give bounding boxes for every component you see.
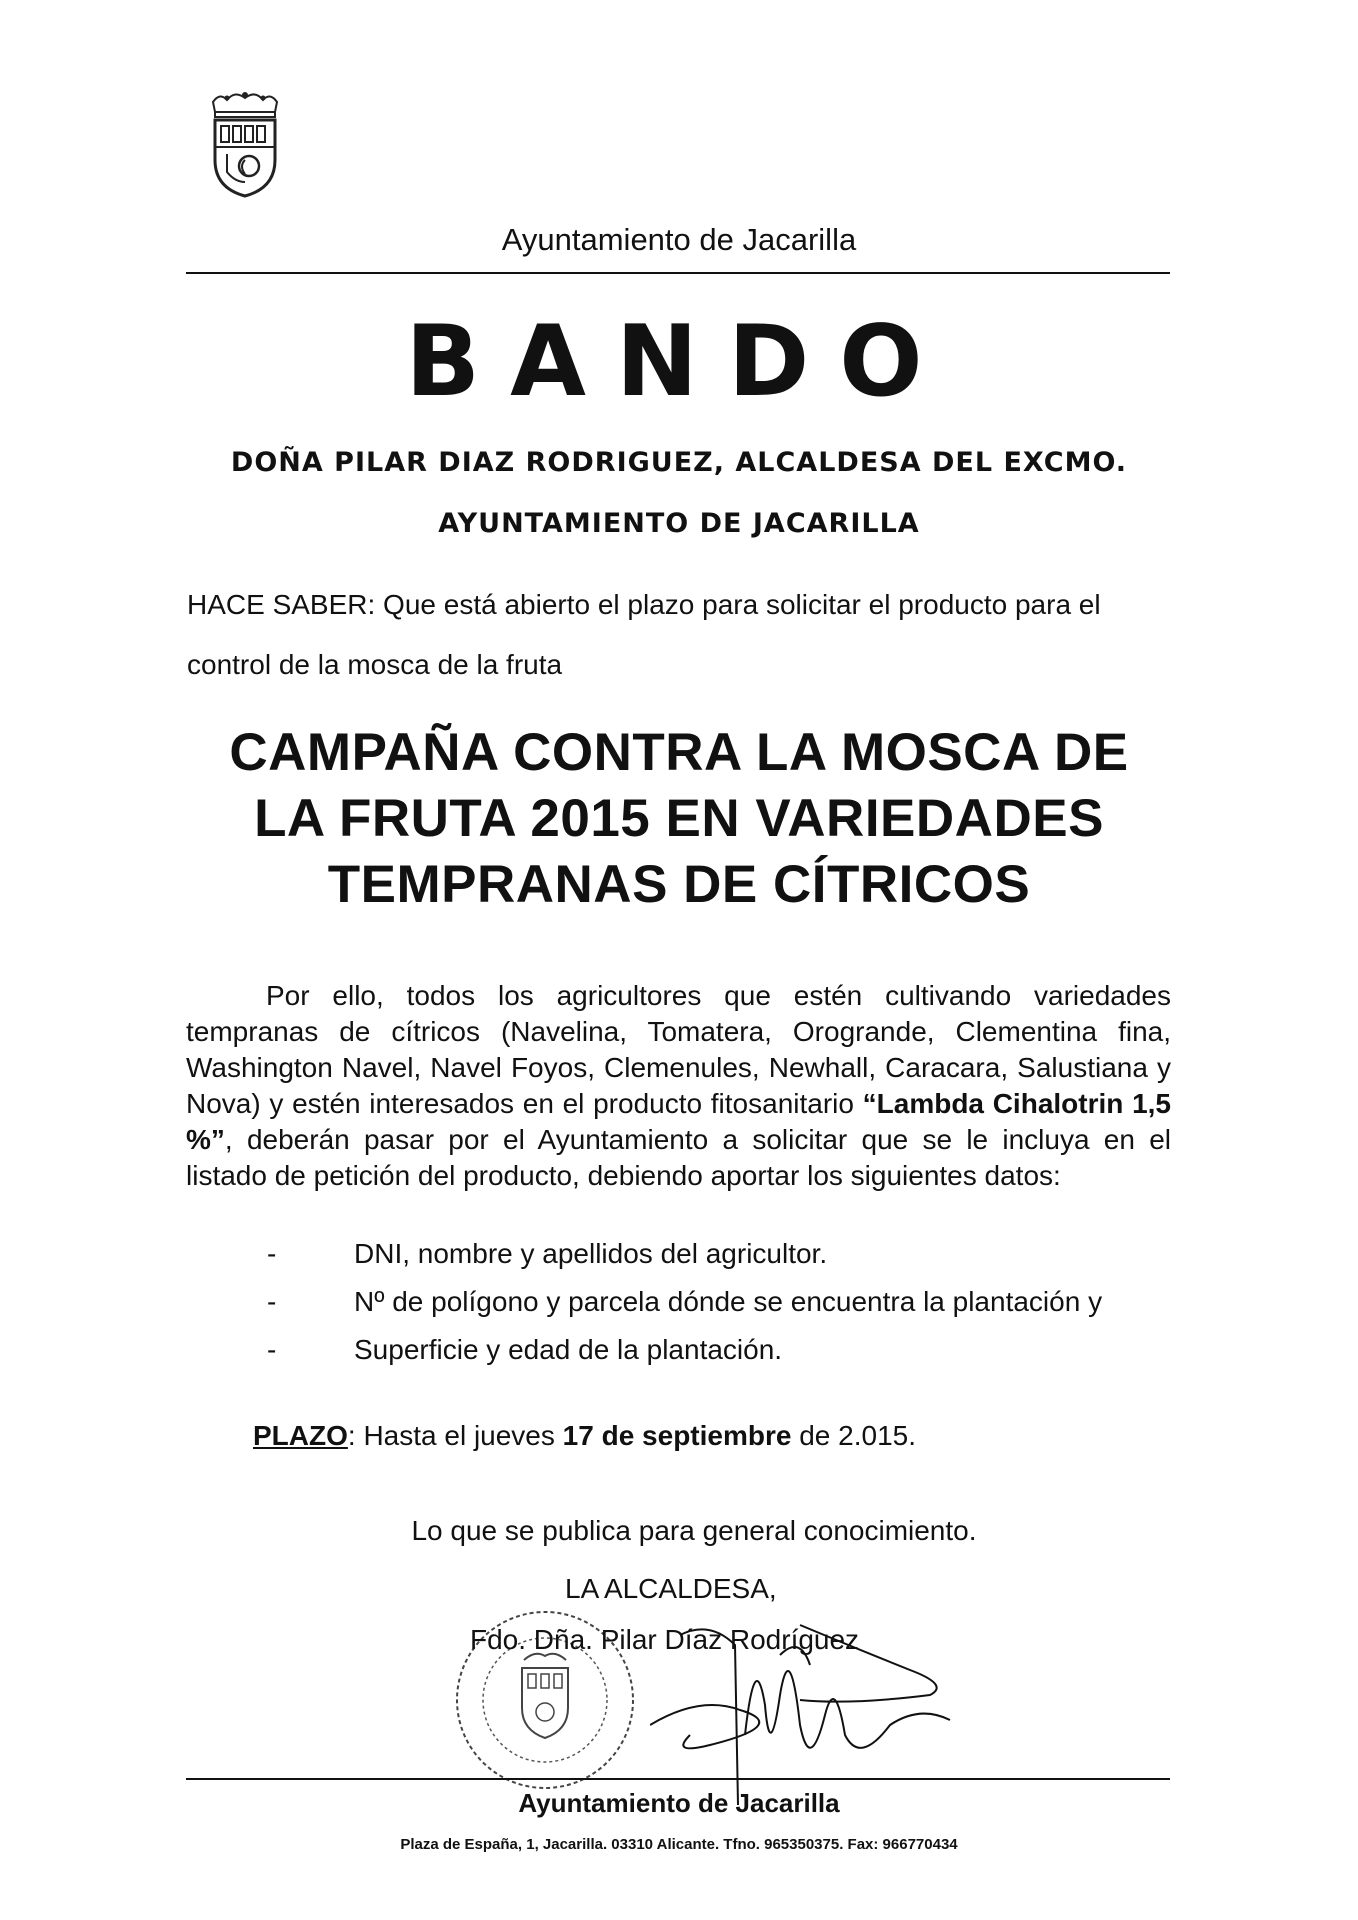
deadline-text: : Hasta el jueves xyxy=(347,1420,563,1451)
signed-by: Fdo. Dña. Pilar Díaz Rodríguez xyxy=(470,1624,860,1655)
list-item-text: Superficie y edad de la plantación. xyxy=(354,1334,783,1365)
closing-statement: Lo que se publica para general conocimiento. xyxy=(411,1515,977,1546)
footer-divider xyxy=(186,1778,1170,1780)
list-dash: - xyxy=(267,1286,277,1317)
header-organization: Ayuntamiento de Jacarilla xyxy=(501,222,857,257)
deadline-date: 17 de septiembre xyxy=(562,1420,792,1451)
header-divider xyxy=(186,272,1170,274)
authority-line-1: DOÑA PILAR DIAZ RODRIGUEZ, ALCALDESA DEL EXCMO. xyxy=(230,447,1128,478)
deadline xyxy=(253,1420,916,1452)
body-text-before: Por ello, todos los agricultores que estén cultivando variedades tempranas de cítricos (Navelina, Tomatera, Orogrande, Clementina fina, Washington Navel, Navel Foyos, Clemenules, Newhall, Caracara, Salustiana y Nova) y estén interesados en el producto fitosanitario xyxy=(186,980,1171,1119)
footer-address: Plaza de España, 1, Jacarilla. 03310 Alicante. Tfno. 965350375. Fax: 966770434 xyxy=(400,1836,958,1853)
list-item-text: DNI, nombre y apellidos del agricultor. xyxy=(354,1238,828,1269)
list-item-text: Nº de polígono y parcela dónde se encuentra la plantación y xyxy=(354,1286,1103,1317)
campaign-line-2: LA FRUTA 2015 EN VARIEDADES xyxy=(254,789,1104,848)
footer-organization: Ayuntamiento de Jacarilla xyxy=(518,1788,840,1818)
product-name: “Lambda Cihalotrin 1,5 %” xyxy=(186,1088,1171,1155)
authority-line-2: AYUNTAMIENTO DE JACARILLA xyxy=(438,508,920,539)
coat-of-arms-icon xyxy=(205,90,285,200)
page-title: BANDO xyxy=(405,305,953,419)
list-dash: - xyxy=(267,1334,277,1365)
body-text-after: , deberán pasar por el Ayuntamiento a solicitar que se le incluya en el listado de petición del producto, debiendo aportar los siguientes datos: xyxy=(186,1124,1171,1191)
signer-role: LA ALCALDESA, xyxy=(565,1573,777,1604)
official-stamp-icon xyxy=(440,1590,650,1810)
hace-saber-paragraph: HACE SABER: Que está abierto el plazo para solicitar el producto para el control de la mosca de la fruta xyxy=(187,589,1101,680)
list-dash: - xyxy=(267,1238,277,1269)
deadline-label: PLAZO xyxy=(253,1420,348,1451)
campaign-line-1: CAMPAÑA CONTRA LA MOSCA DE xyxy=(229,723,1129,782)
campaign-heading xyxy=(0,720,1358,918)
campaign-line-3: TEMPRANAS DE CÍTRICOS xyxy=(327,855,1031,914)
deadline-year: de 2.015. xyxy=(791,1420,917,1451)
body-paragraph xyxy=(186,978,1171,1194)
